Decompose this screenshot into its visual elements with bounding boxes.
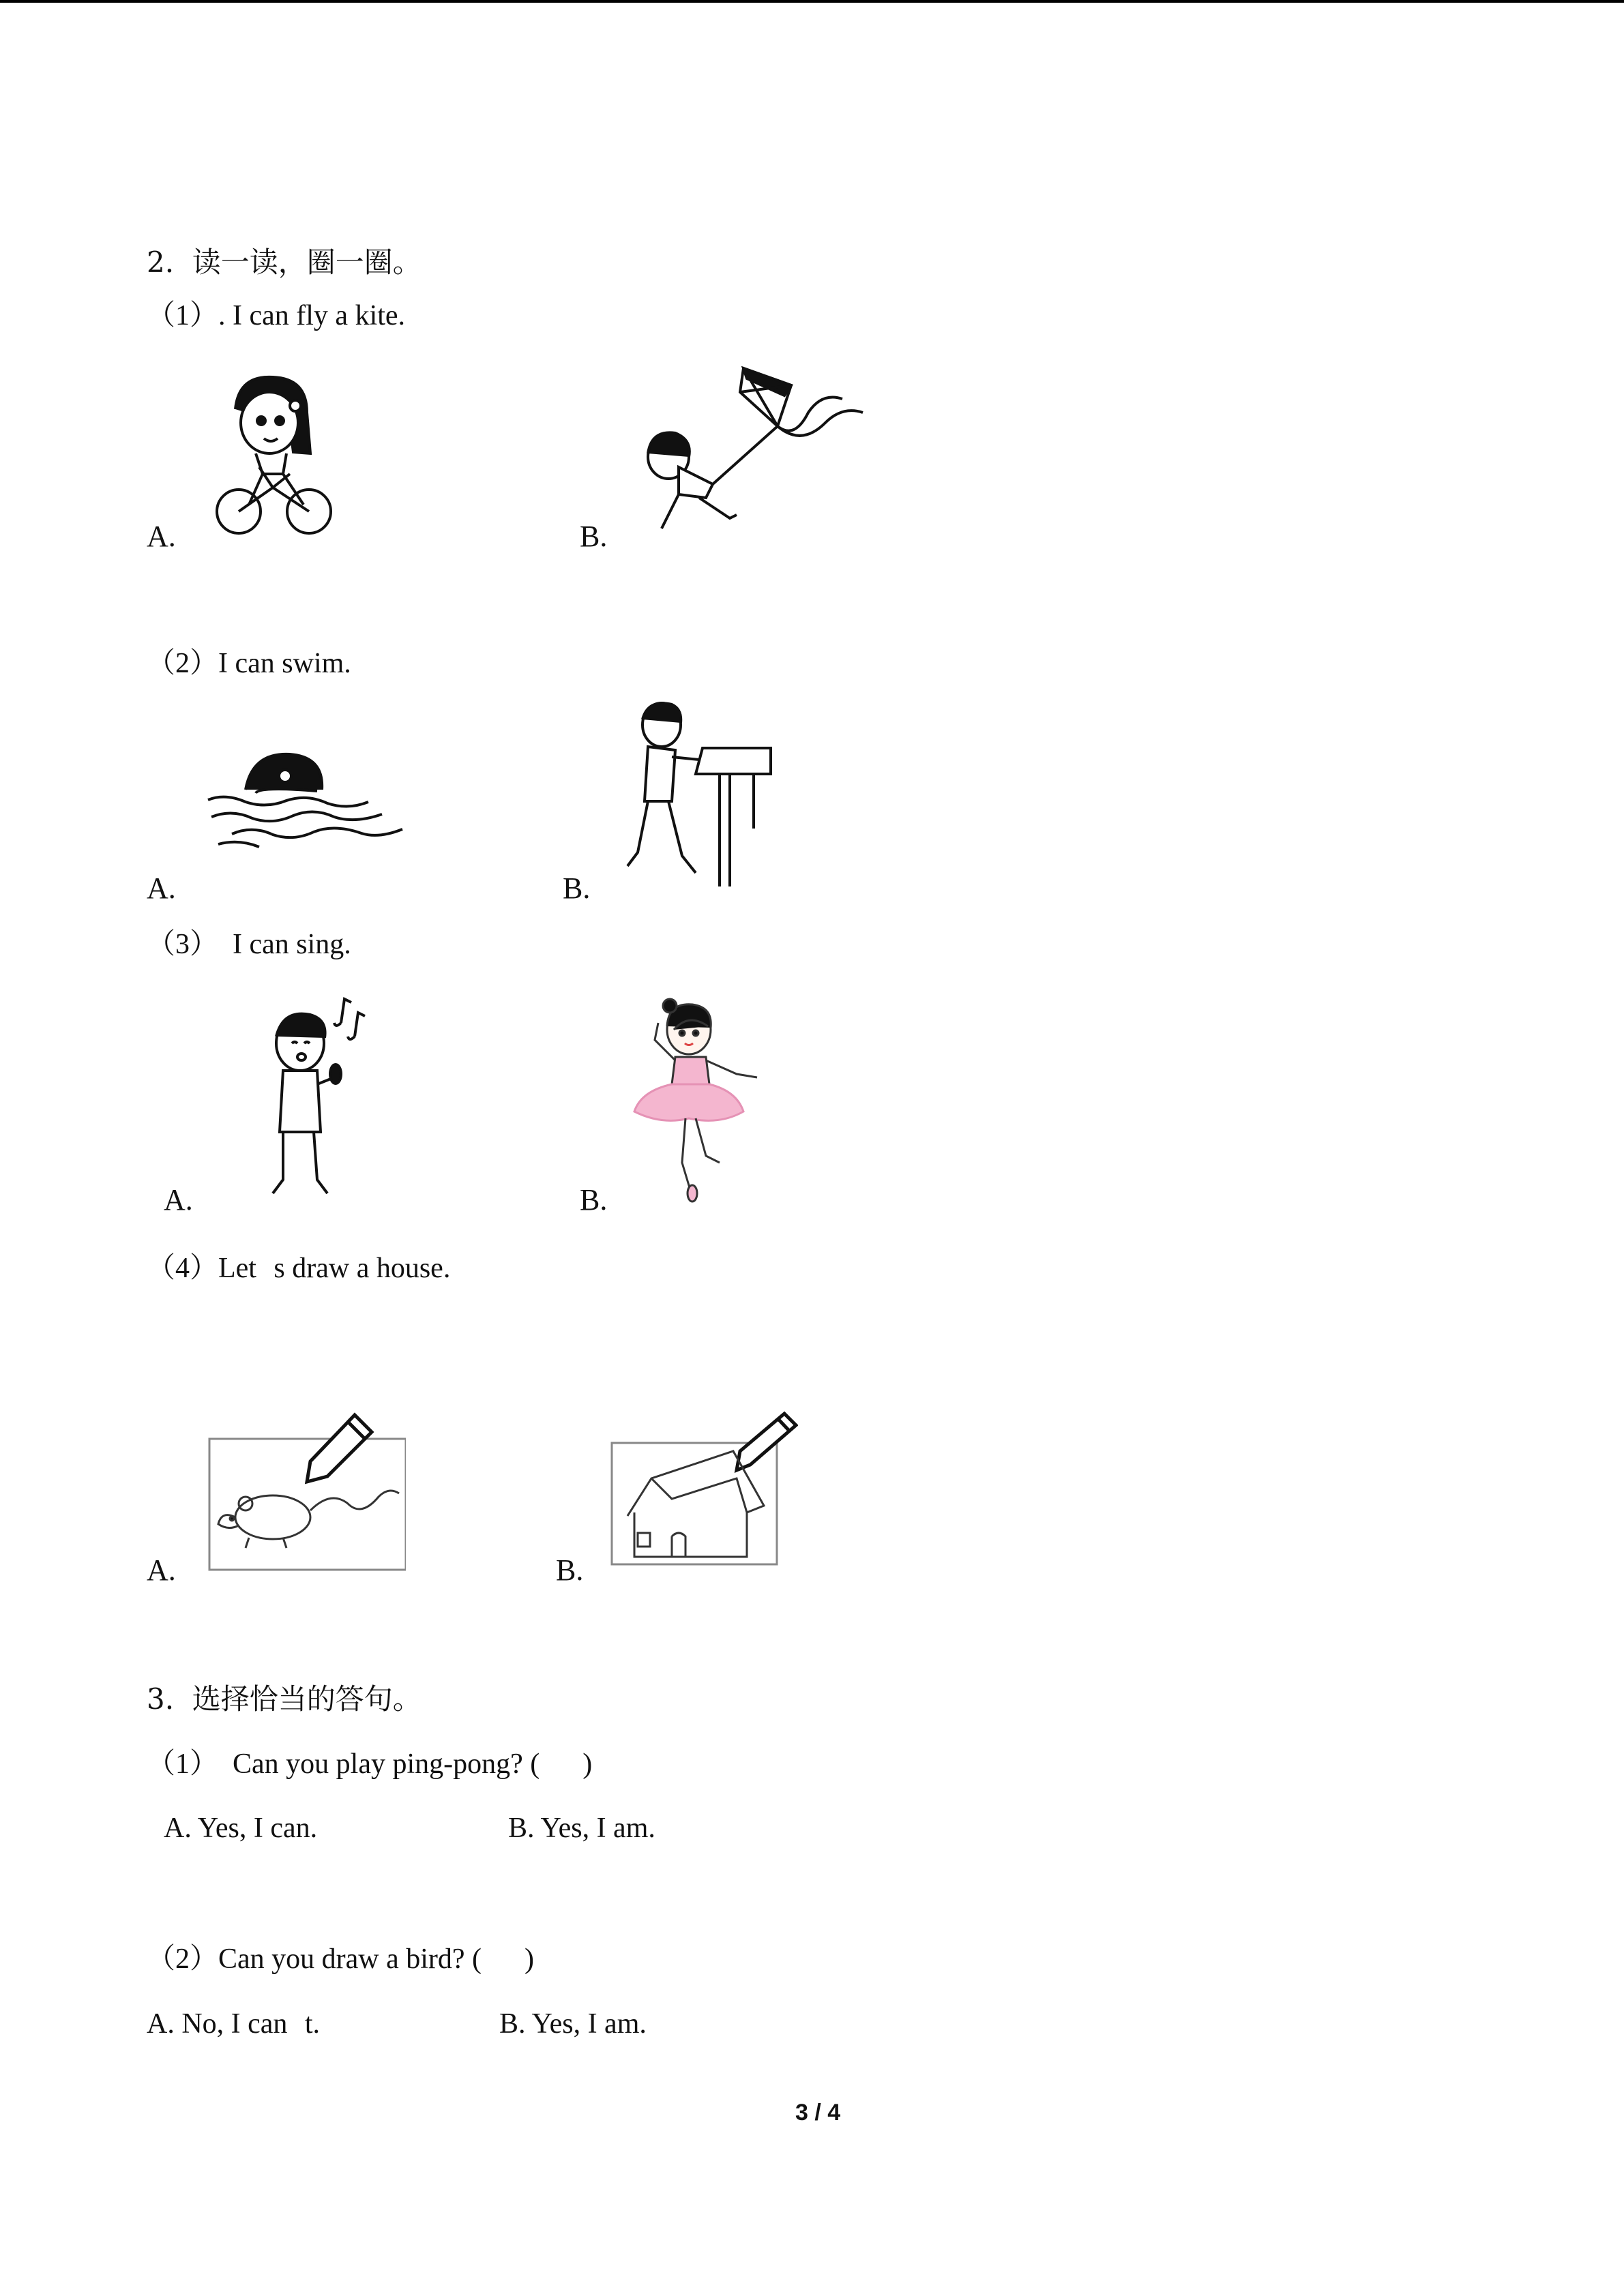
question-3-prompt: （3） I can sing. (147, 929, 351, 960)
question-1-option-a-label[interactable]: A. (147, 520, 176, 553)
page-number: 3 / 4 (795, 2100, 841, 2126)
question-4-option-b-label[interactable]: B. (556, 1553, 584, 1587)
question-3-option-b-label[interactable]: B. (580, 1183, 608, 1217)
section-2-heading: 2. 读一读，圈一圈。 (147, 245, 422, 279)
boy-singing-image[interactable] (259, 996, 382, 1200)
drawing-of-mouse-image[interactable] (208, 1408, 406, 1572)
question-1-option-b-label[interactable]: B. (580, 520, 608, 553)
girl-flying-kite-image[interactable] (638, 365, 876, 542)
girl-swimming-image[interactable] (205, 749, 409, 858)
s3-question-1-option-a[interactable]: A. Yes, I can. (164, 1813, 318, 1844)
s3-question-2-option-a[interactable]: A. No, I cant. (147, 2008, 321, 2040)
question-4-prompt: （4）Lets draw a house. (147, 1253, 451, 1284)
s3-question-2-prompt: （2）Can you draw a bird? ( ) (147, 1943, 535, 1975)
question-2-option-a-label[interactable]: A. (147, 871, 176, 905)
girl-dancing-image[interactable] (628, 992, 764, 1204)
s3-question-1-prompt: （1） Can you play ping-pong? ( ) (147, 1748, 593, 1780)
boy-playing-ping-pong-image[interactable] (607, 699, 774, 890)
section-3-heading: 3. 选择恰当的答句。 (147, 1682, 422, 1716)
page-top-border (0, 0, 1624, 3)
girl-riding-bicycle-image[interactable] (208, 372, 338, 542)
question-2-prompt: （2）I can swim. (147, 648, 351, 679)
question-2-option-b-label[interactable]: B. (563, 871, 591, 905)
question-1-prompt: （1）. I can fly a kite. (147, 300, 406, 331)
s3-question-1-option-b[interactable]: B. Yes, I am. (508, 1813, 655, 1844)
drawing-of-house-image[interactable] (610, 1410, 798, 1567)
question-4-option-a-label[interactable]: A. (147, 1553, 176, 1587)
question-3-option-a-label[interactable]: A. (164, 1183, 193, 1217)
s3-question-2-option-b[interactable]: B. Yes, I am. (499, 2008, 647, 2040)
